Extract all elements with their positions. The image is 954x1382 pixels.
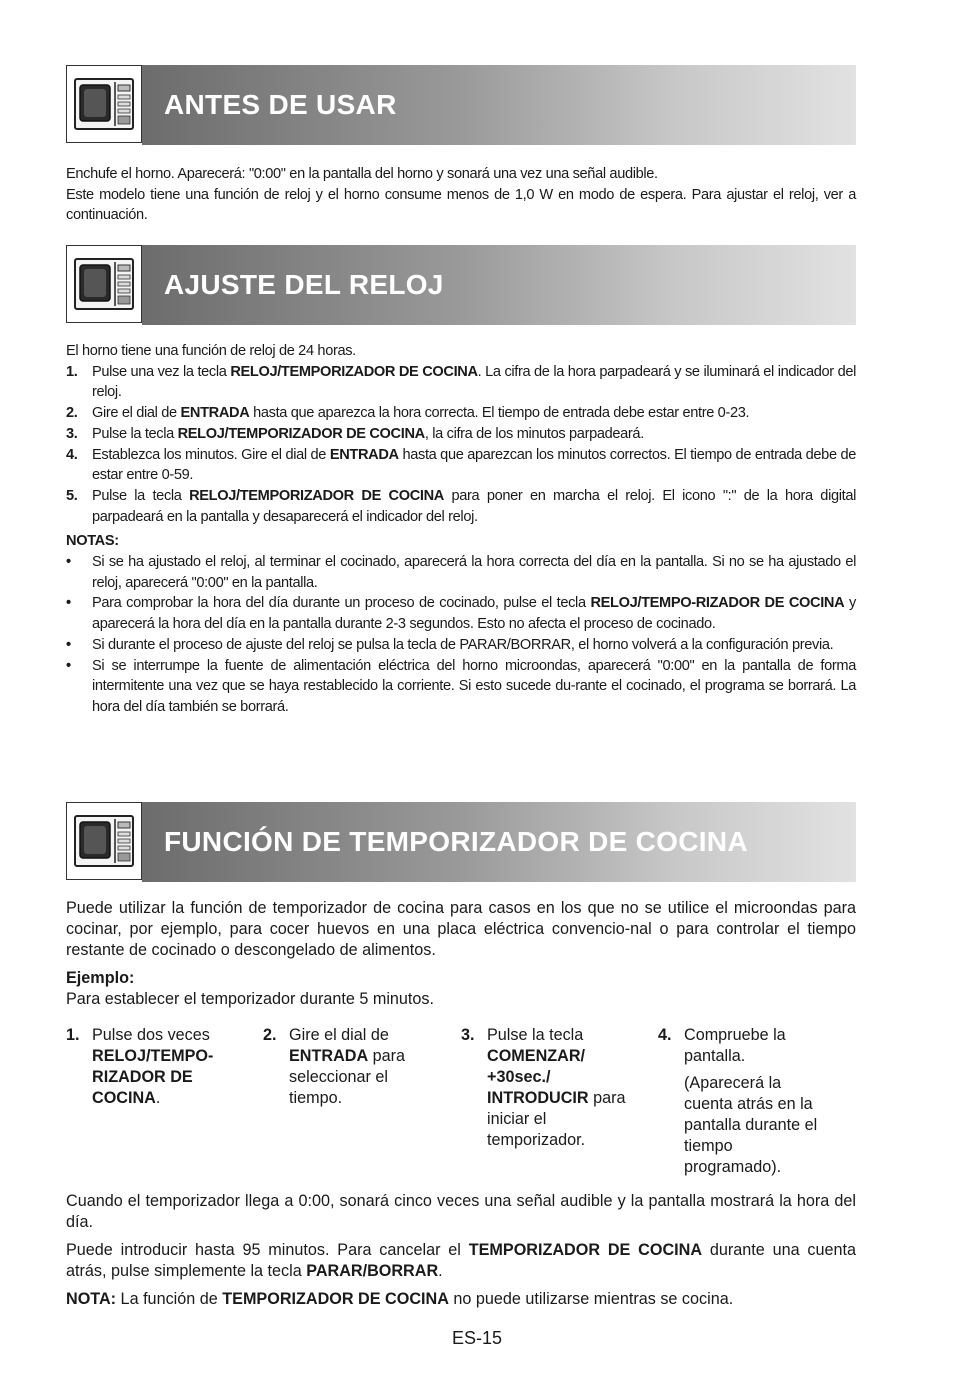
section-title: ANTES DE USAR [164, 89, 397, 120]
section-header-reloj [66, 245, 856, 325]
section-title-bar [142, 802, 856, 882]
antes-text [66, 164, 856, 226]
section-title-bar [142, 245, 856, 325]
list-item: 3. Pulse la tecla RELOJ/TEMPORIZADOR DE COCINA, la cifra de los minutos parpadeará. [66, 425, 644, 442]
section-title: AJUSTE DEL RELOJ [164, 269, 444, 300]
temporizador-steps [66, 1025, 856, 1185]
list-item: 1. Pulse una vez la tecla RELOJ/TEMPORIZADOR DE COCINA. La cifra de la hora parpadeará y se iluminará el indicador del reloj. [66, 363, 856, 401]
temporizador-closing [66, 1191, 856, 1310]
temporizador-nota: NOTA: La función de TEMPORIZADOR DE COCINA no puede utilizarse mientras se cocina. [66, 1290, 734, 1308]
list-item: 4. Establezca los minutos. Gire el dial de ENTRADA hasta que aparezcan los minutos correctos. El tiempo de entrada debe de estar entre 0-59. [66, 446, 856, 484]
reloj-steps [66, 362, 856, 528]
reloj-text [66, 341, 856, 718]
section-header-temporizador [66, 802, 856, 882]
ejemplo-text: Para establecer el temporizador durante 5 minutos. [66, 990, 435, 1008]
list-item: • Si se ha ajustado el reloj, al terminar el cocinado, aparecerá la hora correcta del día en la pantalla. Si no se ha ajustado el reloj, aparecerá "0:00" en la pantalla. [66, 554, 856, 591]
reloj-intro: El horno tiene una función de reloj de 24 horas. [66, 343, 356, 359]
section-header-antes [66, 65, 856, 145]
temporizador-p2: Puede introducir hasta 95 minutos. Para cancelar el TEMPORIZADOR DE COCINA durante una cuenta atrás, pulse simplemente la tecla PARAR/BORRAR. [66, 1241, 856, 1280]
microwave-icon [66, 65, 142, 143]
temporizador-p1: Cuando el temporizador llega a 0:00, sonará cinco veces una señal audible y la pantalla mostrará la hora del día. [66, 1192, 856, 1231]
antes-line-2: Este modelo tiene una función de reloj y el horno consume menos de 1,0 W en modo de espera. Para ajustar el reloj, ver a continuación. [66, 186, 856, 224]
step-column: 4. Compruebe la pantalla. (Aparecerá la cuenta atrás en la pantalla durante el tiempo programado). [658, 1026, 818, 1176]
section-title: FUNCIÓN DE TEMPORIZADOR DE COCINA [164, 826, 748, 857]
notas-label: NOTAS: [66, 533, 119, 550]
antes-line-1: Enchufe el horno. Aparecerá: "0:00" en la pantalla del horno y sonará una vez una señal audible. [66, 166, 658, 182]
section-title-bar [142, 65, 856, 145]
list-item: • Si durante el proceso de ajuste del reloj se pulsa la tecla de PARAR/BORRAR, el horno volverá a la configuración previa. [66, 636, 834, 653]
list-item: 2. Gire el dial de ENTRADA hasta que aparezca la hora correcta. El tiempo de entrada debe estar entre 0-23. [66, 405, 750, 422]
temporizador-intro: Puede utilizar la función de temporizador de cocina para casos en los que no se utilice el microondas para cocinar, por ejemplo, para cocer huevos en una placa eléctrica convencio-nal o para controlar el tiempo restante de cocinado o descongelado de alimentos. [66, 899, 856, 959]
microwave-icon [66, 802, 142, 880]
list-item: • Si se interrumpe la fuente de alimentación eléctrica del horno microondas, aparecerá "0:00" en la pantalla de forma intermitente una vez que se haya restablecido la corriente. Si esto sucede du-rante el cocinado, el programa se borrará. La hora del día también se borrará. [66, 657, 856, 715]
temporizador-text [66, 898, 856, 1010]
reloj-notes [66, 552, 856, 718]
page-number: ES-15 [451, 1328, 503, 1348]
list-item: • Para comprobar la hora del día durante un proceso de cocinado, pulse el tecla RELOJ/TEMPO-RIZADOR DE COCINA y aparecerá la hora del día en la pantalla durante 2-3 segundos. Esto no afecta el proceso de cocinado. [66, 595, 856, 633]
ejemplo-label: Ejemplo: [66, 969, 135, 987]
list-item: 5. Pulse la tecla RELOJ/TEMPORIZADOR DE COCINA para poner en marcha el reloj. El icono ":" de la hora digital parpadeará en la pantalla y desaparecerá el indicador del reloj. [66, 487, 856, 525]
step-column: 1. Pulse dos veces RELOJ/TEMPO-RIZADOR DE COCINA. [66, 1026, 214, 1107]
microwave-icon [66, 245, 142, 323]
step-column: 3. Pulse la tecla COMENZAR/ +30sec./ INTRODUCIR para iniciar el temporizador. [461, 1026, 626, 1149]
step-column: 2. Gire el dial de ENTRADA para seleccionar el tiempo. [263, 1026, 406, 1107]
